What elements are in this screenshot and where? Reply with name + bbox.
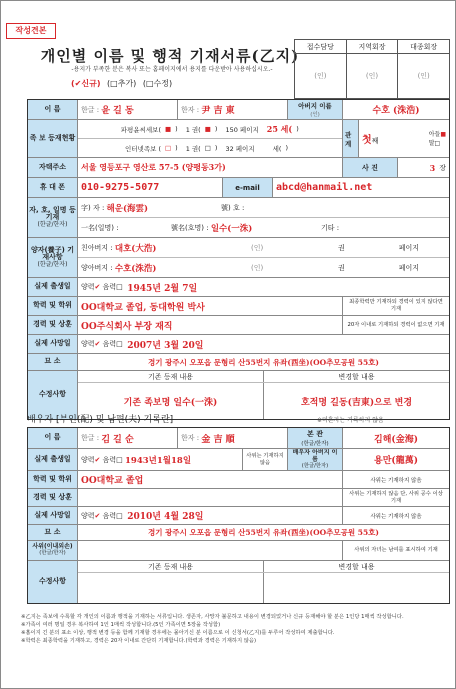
correction-header <box>78 371 449 383</box>
footnote: ※乙지는 족보에 수록할 각 개인의 이름과 행적을 기재하는 서류입니다. 생존자, 사망자 불문하고 내용이 변경되었거나 신규 등재해야 할 분은 1인당 1매씩 작성합니다. <box>21 614 404 620</box>
photo-count: 3 <box>429 162 436 173</box>
spouse-name-label: 이 름 <box>28 428 78 448</box>
personal-form <box>27 99 450 420</box>
genealogy-line[interactable] <box>78 139 342 157</box>
spouse-career-row <box>28 489 449 507</box>
spouse-name-row <box>28 428 449 449</box>
address-label: 자택주소 <box>28 158 78 177</box>
bio-seal: (인) <box>251 243 264 252</box>
genealogy-mark: □ <box>165 144 172 152</box>
relation-cell[interactable] <box>359 120 449 157</box>
lunar-option[interactable]: 양력 <box>81 455 95 464</box>
spouse-father-value: 용만(龍萬) <box>374 456 418 466</box>
adoptive-line <box>78 238 449 258</box>
spouse-correction-row <box>28 561 449 603</box>
adoptive-label-cell <box>28 238 78 277</box>
education-row <box>28 297 449 316</box>
career-note: 20자 이내로 기재하되 경력이 없으면 기재 <box>347 321 445 328</box>
adopt-father-label: 양아버지 : <box>81 263 113 272</box>
bon-value: 김해(金海) <box>374 434 418 445</box>
name-hangul-cell[interactable] <box>78 100 178 119</box>
spouse-birth-note: 사위는 기재하지 않음 <box>243 449 288 470</box>
photo-unit: 장 <box>439 163 446 172</box>
name-label: 이 름 <box>28 100 78 119</box>
death-row <box>28 335 449 354</box>
page-label: 페이지 <box>398 263 420 272</box>
paren: ) <box>175 144 178 152</box>
father-seal: (인) <box>310 112 320 118</box>
gwon-label: 권 <box>337 263 345 272</box>
genealogy-mark: ■ <box>165 125 172 133</box>
name-row <box>28 100 449 120</box>
spouse-correction-label: 수정사항 <box>28 561 78 603</box>
education-label: 학력 및 학위 <box>28 297 78 315</box>
genealogy-row <box>28 120 449 158</box>
bon-sub: (한글/한자) <box>301 441 329 447</box>
ho-label: 號) 호 : <box>221 203 245 212</box>
correction-new-cell[interactable] <box>264 383 449 419</box>
approval-header: 대종회장 <box>410 43 438 51</box>
spouse-grave-cell[interactable] <box>78 525 449 540</box>
genealogy-book: 인터넷족보 ( <box>125 144 161 153</box>
gwon-label: 권 <box>337 243 345 252</box>
solar-option[interactable]: 음력 <box>102 283 117 291</box>
address-cell[interactable] <box>78 158 343 177</box>
bon-label-cell <box>288 428 343 448</box>
career-value: OO주식회사 부장 재직 <box>81 321 173 332</box>
adoptive-sub: (한글/한자) <box>37 260 68 268</box>
genealogy-generation: 25 세( <box>266 123 293 134</box>
son-option[interactable]: 아들 <box>428 130 441 138</box>
bio-father-label: 친아버지 : <box>81 243 113 252</box>
footnote: ※가족이 여러 명일 경우 복사하여 1인 1매씩 작성합니다.(5인 가족이면 5장을 작성함) <box>21 622 221 628</box>
spouse-birth-label: 실제 출생일 <box>28 449 78 470</box>
education-cell[interactable] <box>78 297 343 315</box>
paren: ) <box>296 125 299 133</box>
correction-col-new: 변경할 내용 <box>338 372 375 381</box>
spouse-edu-label: 학력 및 학위 <box>28 471 78 488</box>
alias-label: 자, 호, 일명 등 기재 <box>29 205 76 222</box>
ja-value: 해운(海雲) <box>106 203 149 214</box>
education-note: 최종학력만 기재하되 경력이 있지 않다면 기재 <box>349 299 443 312</box>
hangul-label: 한글 : <box>81 434 100 442</box>
spouse-hanja-cell[interactable] <box>178 428 288 448</box>
relation-order: 첫 <box>362 135 372 146</box>
hanja-label: 한자 : <box>181 434 200 442</box>
father-name-cell[interactable] <box>343 100 449 119</box>
spouse-form <box>27 427 450 604</box>
approval-header: 지역회장 <box>347 40 399 53</box>
career-row <box>28 316 449 335</box>
alias-row <box>28 198 449 238</box>
form-subtitle: -용지가 부족한 분은 복사 또는 홈페이지에서 용지를 다운받아 사용하십시오.- <box>71 66 273 73</box>
other-value: 일수(一洙) <box>210 223 253 234</box>
email-value: abcd@hanmail.net <box>276 182 373 193</box>
bio-book-cell[interactable] <box>308 238 449 257</box>
spouse-grave-row <box>28 525 449 541</box>
adoptive-fields <box>78 238 449 277</box>
adopt-father-value: 수호(洙浩) <box>114 263 157 274</box>
application-type <box>71 78 176 89</box>
genealogy-label: 족 보 등재현황 <box>28 120 78 157</box>
alias-label-cell <box>28 198 78 237</box>
email-label: e-mail <box>223 178 273 197</box>
genealogy-book: 파평윤씨세보( <box>120 125 161 134</box>
spouse-section-note: ※미혼자는 기록하지 않음 <box>317 417 384 424</box>
spouse-father-label-cell <box>288 449 343 470</box>
sawi-label: 사위(이내외손) <box>32 543 73 551</box>
paren: ) <box>214 125 218 133</box>
sawi-row <box>28 541 449 561</box>
spouse-birth-cell[interactable]: 양력 ✔ 음력 □ 1943년1월18일 <box>78 449 243 470</box>
approval-header: 접수담당 <box>295 40 347 53</box>
genealogy-mark: ■ <box>204 125 211 133</box>
ja-label: 字) 자 : <box>81 203 105 212</box>
etc-cell[interactable] <box>318 218 449 237</box>
name-hanja: 尹 吉 東 <box>201 106 235 116</box>
birth-value: 1945년 2월 7일 <box>127 283 198 294</box>
son-mark: ■ <box>440 130 446 138</box>
paren: ) <box>285 144 288 152</box>
genealogy-volume: 1 권( <box>185 125 201 134</box>
phone-label: 휴 대 폰 <box>28 178 78 197</box>
etc-label: 기타 : <box>321 223 340 232</box>
spouse-birth-row <box>28 449 449 471</box>
spouse-correction-col-new: 변경할 내용 <box>338 562 375 571</box>
footnotes <box>21 613 441 645</box>
approval-seal: (인) <box>347 54 399 98</box>
spouse-death-value: 2010년 4월 28일 <box>127 512 204 522</box>
genealogy-page: 150 페이지 <box>225 125 259 134</box>
spouse-hangul-cell[interactable] <box>78 428 178 448</box>
relation-unit: 째 <box>371 137 379 145</box>
correction-label: 수정사항 <box>28 371 78 419</box>
solar-option[interactable]: 음력 <box>102 511 117 520</box>
spouse-death-note: 사위는 기재하지 않음 <box>370 513 422 520</box>
sawi-sub: (한글/한자) <box>39 549 66 556</box>
career-label: 경력 및 상훈 <box>28 316 78 334</box>
genealogy-generation: 세( <box>272 144 282 153</box>
grave-label: 묘 소 <box>28 354 78 370</box>
genealogy-line[interactable] <box>78 120 342 139</box>
adoptive-row <box>28 238 449 278</box>
address-row <box>28 158 449 178</box>
spouse-correction-body <box>78 573 449 603</box>
genealogy-records <box>78 120 343 157</box>
adopt-father-cell[interactable] <box>78 258 248 277</box>
spouse-grave-label: 묘 소 <box>28 525 78 540</box>
ilmyeong-label: 一名(일명) : <box>81 223 119 232</box>
spouse-career-note: 사위는 기재하지 않음 단, 사위 공수 이상 기재 <box>349 490 443 504</box>
correction-existing: 기존 족보명 일수(一洙) <box>123 397 218 408</box>
spouse-father-label: 배우자 아버지 이름 <box>292 449 338 463</box>
correction-new: 호적명 길동(吉東)으로 변경 <box>300 397 413 408</box>
type-add[interactable]: (□추가) <box>107 79 137 88</box>
spouse-section-title: 배우자 [부인(配) 및 남편(夫) 기록란] <box>27 415 174 425</box>
adopt-seal: (인) <box>251 263 264 272</box>
other-cell[interactable] <box>168 218 318 237</box>
spouse-correction-col-existing: 기존 등재 내용 <box>78 561 264 572</box>
spouse-correction-new-cell[interactable] <box>264 573 449 603</box>
spouse-death-cell[interactable]: 양력 ✔ 음력 □ 2010년 4월 28일 <box>78 507 343 524</box>
homyeong-label: 號名(호명) : <box>171 223 209 232</box>
spouse-death-row <box>28 507 449 525</box>
spouse-correction-header <box>78 561 449 573</box>
spouse-hangul: 김 길 순 <box>101 434 134 445</box>
form-title: 개인별 이름 및 행적 기재서류(乙지) <box>40 47 300 65</box>
alias-line <box>78 218 449 237</box>
spouse-edu-row <box>28 471 449 489</box>
spouse-birth-value: 1943년1월18일 <box>125 455 192 466</box>
address-value: 서울 영등포구 영산로 57-5 (양평동3가) <box>81 162 226 172</box>
lunar-option[interactable]: 양력 <box>81 340 95 348</box>
spouse-edu-value: OO대학교 졸업 <box>81 476 144 486</box>
email-cell[interactable] <box>273 178 449 197</box>
lunar-option[interactable]: 양력 <box>81 283 95 291</box>
spouse-edu-cell[interactable] <box>78 471 343 488</box>
approval-seal: (인) <box>417 72 430 80</box>
education-value: OO대학교 졸업, 동대학원 박사 <box>81 302 205 313</box>
solar-option[interactable]: 음력 <box>102 455 117 464</box>
name-hanja-cell[interactable] <box>178 100 288 119</box>
hanja-label: 한자 : <box>181 105 200 114</box>
sawi-note: 사위의 자녀는 남여를 표시하여 기재 <box>354 547 438 553</box>
spouse-edu-note: 사위는 기재하지 않음 <box>370 477 422 484</box>
bio-father-value: 대호(大浩) <box>114 243 157 254</box>
sawi-cell[interactable] <box>78 541 343 560</box>
lunar-option[interactable]: 양력 <box>81 511 95 520</box>
approval-seal: (인) <box>295 54 347 98</box>
daughter-mark: □ <box>434 139 441 147</box>
adoptive-line <box>78 258 449 277</box>
photo-count-cell[interactable] <box>398 158 449 177</box>
alias-fields <box>78 198 449 237</box>
spouse-father-sub: (한글/한자) <box>301 463 329 469</box>
bon-label: 본 관 <box>307 430 323 438</box>
spouse-correction-existing-cell[interactable] <box>78 573 264 603</box>
alias-line <box>78 198 449 218</box>
death-cell[interactable]: 양력 ✔ 음력 □ 2007년 3월 20일 <box>78 335 449 353</box>
spouse-death-label: 실제 사망일 <box>28 507 78 524</box>
name-hangul: 윤 길 동 <box>101 106 134 116</box>
spouse-correction-table <box>78 561 449 603</box>
page-label: 페이지 <box>398 243 420 252</box>
birth-label: 실제 출생일 <box>28 278 78 296</box>
relation-label: 관계 <box>343 120 359 157</box>
approval-box <box>294 39 450 99</box>
sawi-label-cell <box>28 541 78 560</box>
solar-option[interactable]: 음력 <box>102 340 117 348</box>
sample-badge: 작성견본 <box>6 23 56 39</box>
spouse-father-cell[interactable] <box>343 449 449 470</box>
phone-row <box>28 178 449 198</box>
adoptive-label: 양자(養子) 기재사항 <box>30 245 75 262</box>
phone-cell[interactable] <box>78 178 223 197</box>
hangul-label: 한글 : <box>81 105 100 114</box>
birth-row <box>28 278 449 297</box>
death-label: 실제 사망일 <box>28 335 78 353</box>
adopt-book-cell[interactable] <box>308 258 449 277</box>
genealogy-mark: □ <box>204 144 211 152</box>
spouse-career-label: 경력 및 상훈 <box>28 489 78 506</box>
ho-cell[interactable] <box>218 198 449 217</box>
father-name: 수호 (洙浩) <box>372 106 420 116</box>
type-new[interactable]: (✔신규) <box>71 79 101 88</box>
death-value: 2007년 3월 20일 <box>127 340 204 351</box>
correction-col-existing: 기존 등재 내용 <box>78 371 264 382</box>
spouse-career-cell[interactable] <box>78 489 343 506</box>
paren: ) <box>175 125 178 133</box>
grave-value: 경기 광주시 오포읍 문형리 산55번지 유좌(酉坐)(OO추모공원 55호) <box>148 357 379 367</box>
father-label: 아버지 이름 <box>298 102 332 110</box>
grave-cell[interactable] <box>78 354 449 370</box>
type-edit[interactable]: (□수정) <box>142 79 173 88</box>
spouse-grave-value: 경기 광주시 오포읍 문형리 산55번지 유좌(酉坐)(OO추모공원 55호) <box>148 528 379 537</box>
genealogy-page: 32 페이지 <box>225 144 255 153</box>
photo-label: 사 진 <box>343 158 398 177</box>
paren: ) <box>214 144 218 152</box>
footnote: ※홈이지 긴 분의 표소 이상, 행적 변경 등을 함께 기재할 경우에는 몰아기신 분 이름으로 이 신청서(乙지)를 두루어 작성하여 제출합니다. <box>21 630 335 636</box>
genealogy-volume: 1 권( <box>185 144 201 153</box>
spouse-hanja: 金 吉 順 <box>201 434 235 445</box>
birth-cell[interactable]: 양력 ✔ 음력 □ 1945년 2월 7일 <box>78 278 449 296</box>
phone-value: 010-9275-5077 <box>81 182 160 193</box>
father-label-cell <box>288 100 343 119</box>
career-cell[interactable] <box>78 316 343 334</box>
bio-father-cell[interactable] <box>78 238 248 257</box>
bon-cell[interactable] <box>343 428 449 448</box>
alias-sub: (한글/한자) <box>37 220 68 228</box>
footnote: ※학력은 최종학력을 기재하고, 경력은 20자 이내로 간단히 기재합니다.(학력과 경력은 기재하지 않음) <box>21 638 257 644</box>
daughter-option[interactable]: 딸 <box>428 139 435 147</box>
grave-row <box>28 354 449 371</box>
ilmyeong-cell[interactable] <box>78 218 168 237</box>
ja-cell[interactable] <box>78 198 218 217</box>
